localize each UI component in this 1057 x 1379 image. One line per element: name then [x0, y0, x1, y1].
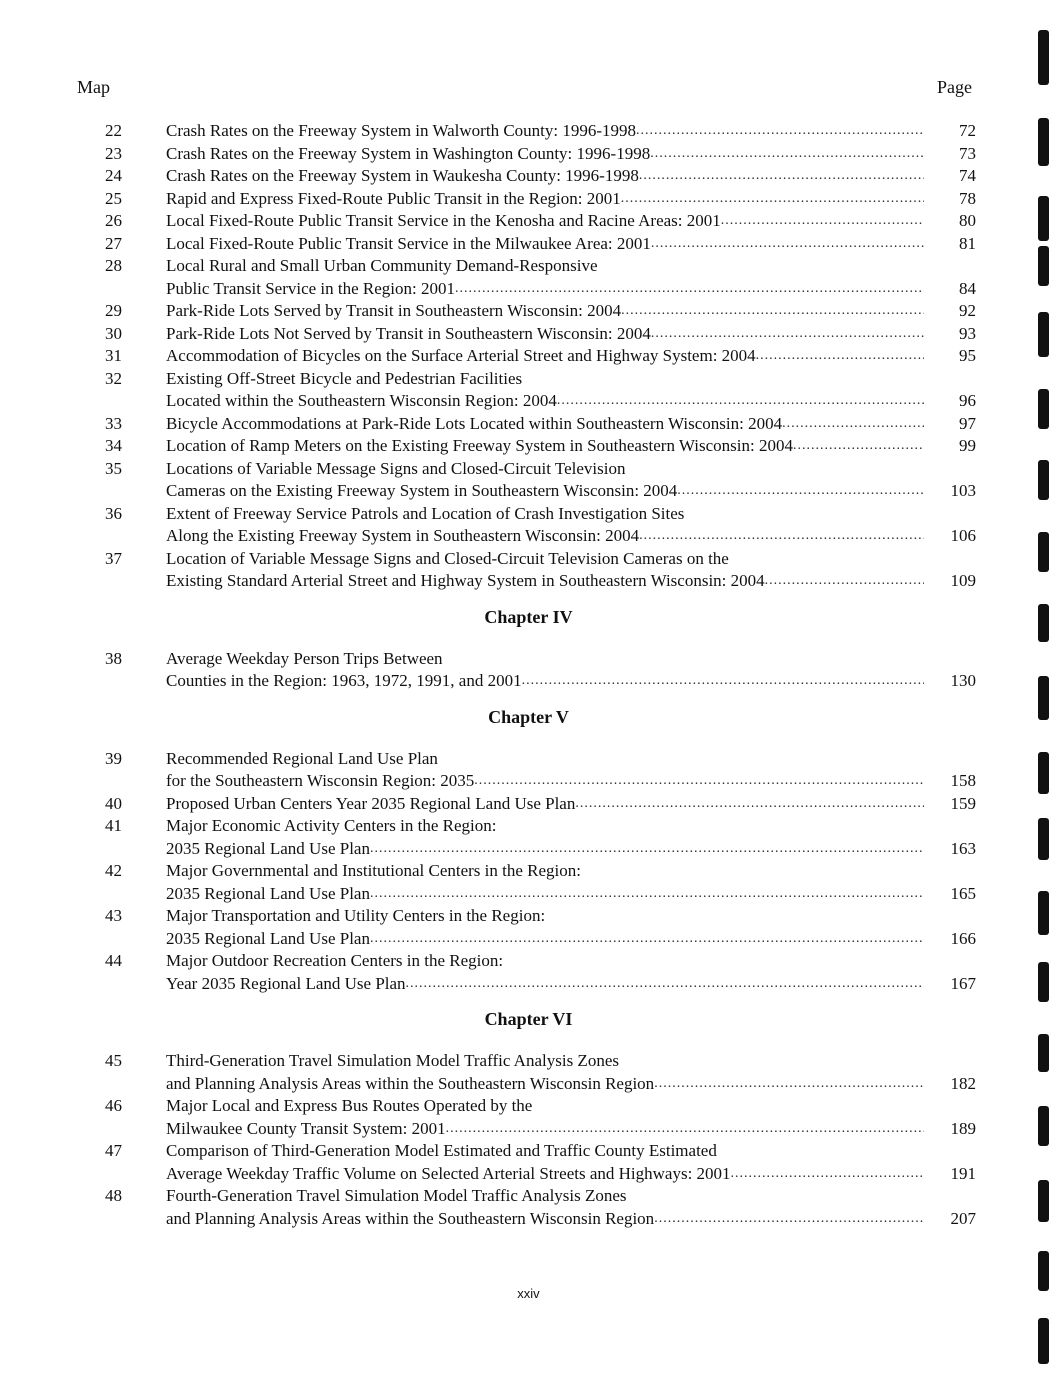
- entry-title-line: Counties in the Region: 1963, 1972, 1991, and 2001: [166, 671, 522, 690]
- toc-entry[interactable]: [0, 950, 1057, 995]
- binding-mark: [1038, 1318, 1049, 1364]
- binding-mark: [1038, 1180, 1049, 1222]
- dot-leader: [455, 278, 924, 301]
- toc-entry[interactable]: [0, 188, 1057, 211]
- entry-title-line: Location of Variable Message Signs and Closed-Circuit Television Cameras on the: [166, 548, 729, 568]
- toc-entry[interactable]: [0, 458, 1057, 503]
- dot-leader: [621, 188, 924, 211]
- binding-mark: [1038, 604, 1049, 642]
- toc-entry[interactable]: [0, 905, 1057, 950]
- map-number: 46: [105, 1096, 122, 1115]
- map-number: 24: [105, 166, 122, 185]
- toc-entry[interactable]: [0, 120, 1057, 143]
- dot-leader: [621, 300, 924, 323]
- page-number: 182: [950, 1073, 976, 1093]
- entry-title-line: Year 2035 Regional Land Use Plan: [166, 973, 406, 993]
- dot-leader: [782, 413, 924, 436]
- page-number: 84: [959, 278, 976, 298]
- entry-title-line: Existing Standard Arterial Street and Highway System in Southeastern Wisconsin: 2004: [166, 571, 765, 590]
- toc-entry[interactable]: [0, 435, 1057, 458]
- page-number: 73: [959, 143, 976, 163]
- page-number: 99: [959, 436, 976, 455]
- toc-entry[interactable]: [0, 1185, 1057, 1230]
- binding-mark: [1038, 1251, 1049, 1291]
- page-number: 95: [959, 346, 976, 365]
- entry-title-line: Locations of Variable Message Signs and Closed-Circuit Television: [166, 458, 626, 478]
- page-number: 103: [950, 481, 976, 500]
- dot-leader: [650, 143, 924, 166]
- toc-entry[interactable]: [0, 323, 1057, 346]
- map-number: 29: [105, 301, 122, 320]
- entry-title-line: Rapid and Express Fixed-Route Public Transit in the Region: 2001: [166, 188, 621, 208]
- page-number: 158: [950, 771, 976, 790]
- entry-title-line: Major Governmental and Institutional Centers in the Region:: [166, 861, 581, 880]
- map-number: 38: [105, 648, 122, 668]
- entry-title-line: Extent of Freeway Service Patrols and Location of Crash Investigation Sites: [166, 503, 685, 523]
- binding-mark: [1038, 30, 1049, 85]
- toc-entry[interactable]: [0, 815, 1057, 860]
- page-number: 163: [950, 838, 976, 858]
- entry-title-line: Recommended Regional Land Use Plan: [166, 748, 438, 768]
- dot-leader: [654, 1208, 924, 1231]
- page-number: 191: [950, 1163, 976, 1183]
- map-number: 28: [105, 256, 122, 275]
- entry-title-line: Crash Rates on the Freeway System in Washington County: 1996-1998: [166, 143, 651, 163]
- dot-leader: [731, 1163, 924, 1186]
- dot-leader: [575, 793, 924, 816]
- binding-mark: [1038, 891, 1049, 935]
- entry-title-line: Located within the Southeastern Wisconsin Region: 2004: [166, 391, 557, 410]
- toc-entry[interactable]: [0, 368, 1057, 413]
- map-number: 44: [105, 951, 122, 970]
- toc-entry[interactable]: [0, 413, 1057, 436]
- entry-title-line: Milwaukee County Transit System: 2001: [166, 1118, 446, 1138]
- binding-mark: [1038, 532, 1049, 572]
- entry-title-line: Major Local and Express Bus Routes Operated by the: [166, 1096, 533, 1115]
- toc-entry[interactable]: [0, 345, 1057, 368]
- dot-leader: [636, 120, 924, 143]
- entry-title-line: Proposed Urban Centers Year 2035 Regional Land Use Plan: [166, 793, 576, 813]
- map-number: 27: [105, 233, 122, 253]
- chapter-heading: Chapter V: [488, 706, 569, 727]
- page-number: 165: [950, 883, 976, 903]
- toc-entry[interactable]: [0, 210, 1057, 233]
- entry-title-line: Local Fixed-Route Public Transit Service in the Kenosha and Racine Areas: 2001: [166, 211, 721, 230]
- toc-entry[interactable]: [0, 233, 1057, 256]
- entry-title-line: Location of Ramp Meters on the Existing Freeway System in Southeastern Wisconsin: 2004: [166, 436, 793, 455]
- dot-leader: [446, 1118, 924, 1141]
- dot-leader: [406, 973, 924, 996]
- dot-leader: [639, 165, 924, 188]
- entry-title-line: Accommodation of Bicycles on the Surface Arterial Street and Highway System: 2004: [166, 346, 756, 365]
- map-number: 31: [105, 346, 122, 365]
- entry-title-line: Third-Generation Travel Simulation Model Traffic Analysis Zones: [166, 1051, 619, 1070]
- page-number: 159: [950, 793, 976, 813]
- map-number: 23: [105, 143, 122, 163]
- map-number: 43: [105, 906, 122, 925]
- page-number: 106: [950, 526, 976, 545]
- dot-leader: [370, 928, 924, 951]
- toc-entry[interactable]: [0, 648, 1057, 693]
- dot-leader: [370, 883, 924, 906]
- toc-entry[interactable]: [0, 793, 1057, 816]
- page-number: 130: [950, 671, 976, 690]
- page-number: 96: [959, 391, 976, 410]
- toc-entry[interactable]: [0, 503, 1057, 548]
- dot-leader: [651, 323, 924, 346]
- dot-leader: [765, 570, 924, 593]
- map-number: 33: [105, 413, 122, 433]
- map-number: 25: [105, 188, 122, 208]
- map-number: 36: [105, 503, 122, 523]
- dot-leader: [721, 210, 924, 233]
- entry-title-line: Local Fixed-Route Public Transit Service in the Milwaukee Area: 2001: [166, 233, 651, 253]
- binding-mark: [1038, 246, 1049, 286]
- entry-title-line: 2035 Regional Land Use Plan: [166, 838, 370, 858]
- map-number: 34: [105, 436, 122, 455]
- entry-title-line: Major Transportation and Utility Centers in the Region:: [166, 906, 546, 925]
- toc-entry[interactable]: [0, 548, 1057, 593]
- entry-title-line: Park-Ride Lots Not Served by Transit in Southeastern Wisconsin: 2004: [166, 323, 651, 343]
- entry-title-line: Public Transit Service in the Region: 2001: [166, 278, 455, 298]
- chapter-heading: Chapter IV: [484, 606, 573, 627]
- entry-title-line: Fourth-Generation Travel Simulation Model Traffic Analysis Zones: [166, 1186, 627, 1205]
- dot-leader: [557, 390, 924, 413]
- dot-leader: [793, 435, 924, 458]
- map-number: 26: [105, 211, 122, 230]
- binding-edge: [1038, 0, 1052, 1379]
- map-number: 41: [105, 816, 122, 835]
- entry-title-line: Comparison of Third-Generation Model Estimated and Traffic County Estimated: [166, 1141, 717, 1160]
- dot-leader: [756, 345, 924, 368]
- page-number: 92: [959, 301, 976, 320]
- dot-leader: [677, 480, 924, 503]
- toc-entry[interactable]: [0, 143, 1057, 166]
- page-number: 80: [959, 211, 976, 230]
- entry-title-line: 2035 Regional Land Use Plan: [166, 883, 370, 903]
- entry-title-line: for the Southeastern Wisconsin Region: 2035: [166, 771, 475, 790]
- page-number: 166: [950, 928, 976, 948]
- map-number: 47: [105, 1141, 122, 1160]
- binding-mark: [1038, 676, 1049, 720]
- entry-title-line: Along the Existing Freeway System in Southeastern Wisconsin: 2004: [166, 526, 640, 545]
- entry-title-line: Park-Ride Lots Served by Transit in Southeastern Wisconsin: 2004: [166, 301, 622, 320]
- page-number: 93: [959, 323, 976, 343]
- entry-title-line: Crash Rates on the Freeway System in Walworth County: 1996-1998: [166, 121, 637, 140]
- page-number: 78: [959, 188, 976, 208]
- dot-leader: [522, 670, 924, 693]
- entry-title-line: and Planning Analysis Areas within the Southeastern Wisconsin Region: [166, 1073, 655, 1093]
- entry-title-line: Average Weekday Person Trips Between: [166, 648, 443, 668]
- entry-title-line: Bicycle Accommodations at Park-Ride Lots Located within Southeastern Wisconsin: 2004: [166, 413, 783, 433]
- page-number: 81: [959, 233, 976, 253]
- toc-entry[interactable]: [0, 860, 1057, 905]
- map-number: 30: [105, 323, 122, 343]
- dot-leader: [639, 525, 924, 548]
- map-number: 40: [105, 793, 122, 813]
- binding-mark: [1038, 118, 1049, 166]
- binding-mark: [1038, 312, 1049, 357]
- entry-title-line: 2035 Regional Land Use Plan: [166, 928, 370, 948]
- toc-entry[interactable]: [0, 748, 1057, 793]
- binding-mark: [1038, 460, 1049, 500]
- page-number: 189: [950, 1118, 976, 1138]
- map-number: 35: [105, 458, 122, 478]
- toc-entry[interactable]: [0, 1095, 1057, 1140]
- map-number: 39: [105, 748, 122, 768]
- entry-title-line: Major Economic Activity Centers in the Region:: [166, 816, 497, 835]
- entry-title-line: Existing Off-Street Bicycle and Pedestrian Facilities: [166, 368, 523, 388]
- page-number: 109: [950, 571, 976, 590]
- dot-leader: [654, 1073, 924, 1096]
- entry-title-line: and Planning Analysis Areas within the Southeastern Wisconsin Region: [166, 1208, 655, 1228]
- toc-entry[interactable]: [0, 1050, 1057, 1095]
- dot-leader: [651, 233, 924, 256]
- binding-mark: [1038, 389, 1049, 429]
- entry-title-line: Average Weekday Traffic Volume on Selected Arterial Streets and Highways: 2001: [166, 1163, 731, 1183]
- entry-title-line: Local Rural and Small Urban Community Demand-Responsive: [166, 256, 598, 275]
- entry-title-line: Major Outdoor Recreation Centers in the Region:: [166, 951, 504, 970]
- page-number: 207: [950, 1208, 976, 1228]
- map-column-header: Map: [77, 77, 110, 97]
- page-number: 72: [959, 121, 976, 140]
- map-number: 45: [105, 1051, 122, 1070]
- dot-leader: [474, 770, 924, 793]
- map-number: 37: [105, 548, 122, 568]
- dot-leader: [370, 838, 924, 861]
- map-number: 48: [105, 1186, 122, 1205]
- table-of-maps: [0, 120, 1057, 1230]
- binding-mark: [1038, 752, 1049, 794]
- page-number: 97: [959, 413, 976, 433]
- page-footer-number: xxiv: [517, 1286, 540, 1301]
- binding-mark: [1038, 1106, 1049, 1146]
- map-number: 32: [105, 368, 122, 388]
- toc-entry[interactable]: [0, 300, 1057, 323]
- binding-mark: [1038, 1034, 1049, 1072]
- page-number: 74: [959, 166, 976, 185]
- page-number: 167: [950, 973, 976, 993]
- chapter-heading: Chapter VI: [484, 1009, 573, 1029]
- binding-mark: [1038, 962, 1049, 1002]
- binding-mark: [1038, 818, 1049, 860]
- toc-entry[interactable]: [0, 1140, 1057, 1185]
- entry-title-line: Crash Rates on the Freeway System in Waukesha County: 1996-1998: [166, 166, 639, 185]
- map-number: 42: [105, 861, 122, 880]
- map-number: 22: [105, 121, 122, 140]
- binding-mark: [1038, 196, 1049, 241]
- page-column-header: Page: [937, 77, 972, 97]
- toc-entry[interactable]: [0, 165, 1057, 188]
- toc-entry[interactable]: [0, 255, 1057, 300]
- entry-title-line: Cameras on the Existing Freeway System in Southeastern Wisconsin: 2004: [166, 481, 678, 500]
